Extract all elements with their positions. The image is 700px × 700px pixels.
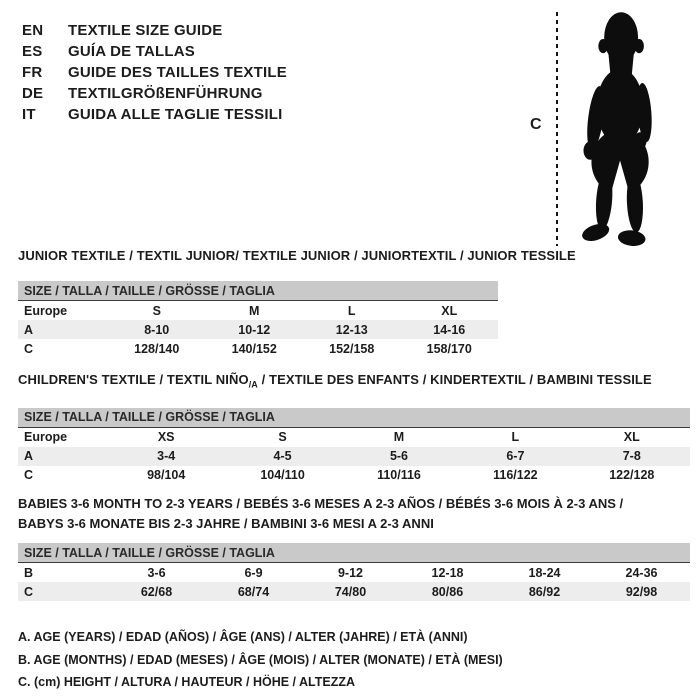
size-cell: XL [441,303,458,318]
language-row-en [22,20,287,41]
row-label: C [18,582,108,601]
row-label: Europe [24,430,68,445]
table-row-height [18,466,690,485]
height-cell: 110/116 [377,468,421,483]
size-cell: XS [157,430,175,445]
babies-size-table [18,543,690,601]
row-label: Europe [24,303,68,318]
height-cell: 86/92 [496,582,593,601]
age-cell: 14-16 [401,320,499,339]
table-row-age-months [18,563,690,583]
age-cell: 6-7 [457,447,573,466]
height-dotted-line [556,12,558,246]
section-childrens-textile [18,372,690,485]
language-code: IT [22,106,36,123]
height-measure-label: C [530,116,542,133]
size-header-bar: SIZE / TALLA / TAILLE / GRÖSSE / TAGLIA [18,543,690,563]
guide-title-fr: GUIDE DES TAILLES TEXTILE [68,64,287,81]
height-cell: 98/104 [147,468,186,483]
age-cell: 12-18 [431,565,464,580]
guide-title-es: GUÍA DE TALLAS [68,43,195,60]
row-label: A [18,447,108,466]
language-row-es [22,41,287,62]
size-header-bar: SIZE / TALLA / TAILLE / GRÖSSE / TAGLIA [18,408,690,428]
size-cell: M [393,430,405,445]
language-row-it [22,104,287,125]
section-title-babies-line1: BABIES 3-6 MONTH TO 2-3 YEARS / BEBÉS 3-6 MESES A 2-3 AÑOS / BÉBÉS 3-6 MOIS À 2-3 ANS / [18,496,624,511]
row-label: C [24,341,34,356]
size-cell: S [278,430,287,445]
height-cell: 152/158 [329,341,375,356]
section-title-children-sub: /A [248,379,258,390]
size-cell: L [347,303,356,318]
height-cell: 116/122 [493,468,538,483]
age-cell: 18-24 [528,565,561,580]
language-code: ES [22,43,43,60]
height-cell: 122/128 [609,468,655,483]
row-label: A [18,320,108,339]
language-code: EN [22,22,44,39]
height-cell: 68/74 [205,582,302,601]
legend-line-height: C. (cm) HEIGHT / ALTURA / HAUTEUR / HÖHE / ALTEZZA [18,675,356,689]
age-cell: 6-9 [244,565,263,580]
age-cell: 12-13 [303,320,401,339]
size-cell: S [152,303,161,318]
size-cell: XL [623,430,640,445]
section-babies-textile [18,494,690,601]
section-title-babies-line2: BABYS 3-6 MONATE BIS 2-3 JAHRE / BAMBINI 3-6 MESI A 2-3 ANNI [18,516,434,531]
row-label: C [24,468,34,483]
section-title-children [18,372,690,393]
age-cell: 7-8 [574,447,690,466]
size-cell: M [249,303,260,318]
age-cell: 10-12 [206,320,304,339]
section-title-children-post: / TEXTILE DES ENFANTS / KINDERTEXTIL / BAMBINI TESSILE [257,372,652,387]
height-cell: 140/152 [231,341,277,356]
language-code: FR [22,64,43,81]
height-cell: 62/68 [108,582,205,601]
section-junior-textile [18,248,576,358]
age-cell: 9-12 [337,565,364,580]
age-cell: 24-36 [625,565,658,580]
children-size-table [18,408,690,485]
legend-line-age-months: B. AGE (MONTHS) / EDAD (MESES) / ÂGE (MOIS) / ALTER (MONATE) / ETÀ (MESI) [18,652,503,667]
height-cell: 158/170 [426,341,472,356]
guide-title-de: TEXTILGRÖßENFÜHRUNG [68,85,263,102]
language-row-de [22,83,287,104]
age-cell: 3-4 [108,447,224,466]
age-cell: 3-6 [147,565,166,580]
table-row-age [18,447,690,466]
table-row-age [18,320,498,339]
height-cell: 104/110 [260,468,305,483]
table-row-height [18,582,690,601]
baby-height-figure [520,6,698,254]
height-cell: 80/86 [399,582,496,601]
legend-line-age-years: A. AGE (YEARS) / EDAD (AÑOS) / ÂGE (ANS) / ALTER (JAHRE) / ETÀ (ANNI) [18,630,468,644]
age-cell: 8-10 [108,320,206,339]
language-title-list [22,20,287,125]
language-code: DE [22,85,44,102]
junior-size-table [18,281,498,358]
guide-title-it: GUIDA ALLE TAGLIE TESSILI [68,106,283,123]
guide-title-en: TEXTILE SIZE GUIDE [68,22,223,39]
language-row-fr [22,62,287,83]
row-label: B [24,565,34,580]
table-row-europe [18,427,690,447]
section-title-children-pre: CHILDREN'S TEXTILE / TEXTIL NIÑO [18,372,249,387]
measure-legend [18,626,503,694]
section-title-junior: JUNIOR TEXTILE / TEXTIL JUNIOR/ TEXTILE JUNIOR / JUNIORTEXTIL / JUNIOR TESSILE [18,248,576,263]
size-cell: L [511,430,520,445]
age-cell: 5-6 [341,447,457,466]
height-cell: 92/98 [593,582,690,601]
size-header-bar: SIZE / TALLA / TAILLE / GRÖSSE / TAGLIA [18,281,498,301]
table-row-europe [18,301,498,321]
height-cell: 74/80 [302,582,399,601]
height-cell: 128/140 [134,341,180,356]
table-row-height [18,339,498,358]
age-cell: 4-5 [224,447,340,466]
baby-silhouette-icon [566,8,672,248]
